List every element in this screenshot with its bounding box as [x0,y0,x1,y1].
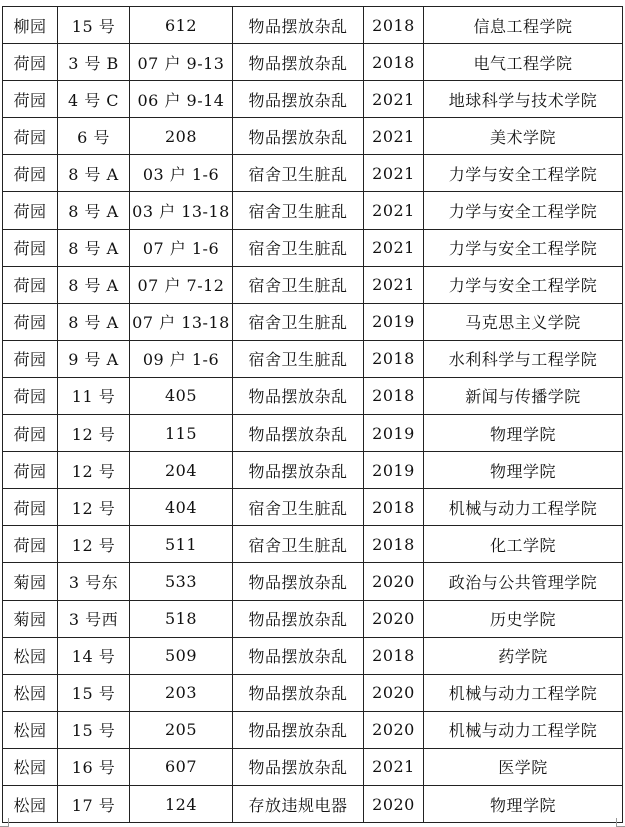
college-cell: 物理学院 [424,415,623,452]
issue-cell: 宿舍卫生脏乱 [233,489,364,526]
grade-cell: 2020 [364,563,424,600]
table-row [3,415,623,452]
room-cell: 208 [130,118,233,155]
room-cell: 203 [130,674,233,711]
building-cell: 3 号西 [58,600,130,637]
room-cell: 511 [130,526,233,563]
table-row [3,452,623,489]
campus-cell: 松园 [3,637,58,674]
grade-cell: 2020 [364,674,424,711]
grade-cell: 2021 [364,229,424,266]
room-cell: 06 户 9-14 [130,81,233,118]
grade-cell: 2019 [364,303,424,340]
building-cell: 16 号 [58,748,130,785]
campus-cell: 荷园 [3,44,58,81]
issue-cell: 物品摆放杂乱 [233,711,364,748]
building-cell: 8 号 A [58,192,130,229]
room-cell: 607 [130,748,233,785]
college-cell: 马克思主义学院 [424,303,623,340]
table-row [3,7,623,44]
college-cell: 力学与安全工程学院 [424,266,623,303]
table-row [3,600,623,637]
table-row [3,637,623,674]
campus-cell: 松园 [3,785,58,822]
issue-cell: 宿舍卫生脏乱 [233,192,364,229]
grade-cell: 2018 [364,44,424,81]
table-row [3,266,623,303]
room-cell: 03 户 1-6 [130,155,233,192]
college-cell: 电气工程学院 [424,44,623,81]
building-cell: 3 号东 [58,563,130,600]
issue-cell: 物品摆放杂乱 [233,748,364,785]
table-row [3,192,623,229]
table-row [3,526,623,563]
building-cell: 15 号 [58,674,130,711]
college-cell: 政治与公共管理学院 [424,563,623,600]
college-cell: 水利科学与工程学院 [424,340,623,377]
building-cell: 8 号 A [58,229,130,266]
college-cell: 新闻与传播学院 [424,377,623,414]
campus-cell: 菊园 [3,563,58,600]
grade-cell: 2021 [364,266,424,303]
college-cell: 药学院 [424,637,623,674]
campus-cell: 荷园 [3,266,58,303]
issue-cell: 物品摆放杂乱 [233,600,364,637]
campus-cell: 荷园 [3,526,58,563]
room-cell: 405 [130,377,233,414]
college-cell: 医学院 [424,748,623,785]
campus-cell: 荷园 [3,415,58,452]
table-row [3,81,623,118]
campus-cell: 荷园 [3,155,58,192]
building-cell: 14 号 [58,637,130,674]
issue-cell: 物品摆放杂乱 [233,44,364,81]
building-cell: 12 号 [58,415,130,452]
issue-cell: 宿舍卫生脏乱 [233,266,364,303]
page-corner-mark [616,818,625,827]
campus-cell: 荷园 [3,489,58,526]
college-cell: 地球科学与技术学院 [424,81,623,118]
room-cell: 115 [130,415,233,452]
room-cell: 124 [130,785,233,822]
room-cell: 404 [130,489,233,526]
campus-cell: 松园 [3,674,58,711]
grade-cell: 2018 [364,489,424,526]
college-cell: 机械与动力工程学院 [424,489,623,526]
issue-cell: 物品摆放杂乱 [233,674,364,711]
college-cell: 力学与安全工程学院 [424,229,623,266]
building-cell: 17 号 [58,785,130,822]
table-row [3,711,623,748]
page-corner-mark [0,818,9,827]
room-cell: 09 户 1-6 [130,340,233,377]
issue-cell: 宿舍卫生脏乱 [233,155,364,192]
room-cell: 518 [130,600,233,637]
table-row [3,748,623,785]
building-cell: 4 号 C [58,81,130,118]
grade-cell: 2018 [364,637,424,674]
building-cell: 3 号 B [58,44,130,81]
college-cell: 机械与动力工程学院 [424,674,623,711]
issue-cell: 物品摆放杂乱 [233,563,364,600]
table-row [3,340,623,377]
college-cell: 力学与安全工程学院 [424,155,623,192]
room-cell: 533 [130,563,233,600]
college-cell: 信息工程学院 [424,7,623,44]
room-cell: 205 [130,711,233,748]
issue-cell: 物品摆放杂乱 [233,452,364,489]
issue-cell: 物品摆放杂乱 [233,377,364,414]
table-row [3,155,623,192]
issue-cell: 物品摆放杂乱 [233,415,364,452]
room-cell: 204 [130,452,233,489]
campus-cell: 荷园 [3,340,58,377]
grade-cell: 2021 [364,118,424,155]
building-cell: 8 号 A [58,303,130,340]
room-cell: 07 户 1-6 [130,229,233,266]
table-row [3,377,623,414]
issue-cell: 宿舍卫生脏乱 [233,526,364,563]
room-cell: 612 [130,7,233,44]
college-cell: 美术学院 [424,118,623,155]
grade-cell: 2021 [364,748,424,785]
building-cell: 6 号 [58,118,130,155]
campus-cell: 松园 [3,748,58,785]
grade-cell: 2019 [364,452,424,489]
room-cell: 509 [130,637,233,674]
building-cell: 12 号 [58,526,130,563]
campus-cell: 荷园 [3,303,58,340]
grade-cell: 2018 [364,340,424,377]
room-cell: 07 户 7-12 [130,266,233,303]
college-cell: 物理学院 [424,785,623,822]
issue-cell: 物品摆放杂乱 [233,637,364,674]
grade-cell: 2019 [364,415,424,452]
room-cell: 03 户 13-18 [130,192,233,229]
issue-cell: 宿舍卫生脏乱 [233,229,364,266]
college-cell: 化工学院 [424,526,623,563]
building-cell: 15 号 [58,711,130,748]
grade-cell: 2021 [364,192,424,229]
building-cell: 8 号 A [58,266,130,303]
campus-cell: 荷园 [3,229,58,266]
college-cell: 机械与动力工程学院 [424,711,623,748]
dormitory-inspection-table [2,6,623,823]
building-cell: 11 号 [58,377,130,414]
table-row [3,489,623,526]
campus-cell: 柳园 [3,7,58,44]
campus-cell: 荷园 [3,118,58,155]
issue-cell: 物品摆放杂乱 [233,7,364,44]
table-row [3,229,623,266]
issue-cell: 宿舍卫生脏乱 [233,340,364,377]
campus-cell: 荷园 [3,377,58,414]
building-cell: 12 号 [58,452,130,489]
issue-cell: 宿舍卫生脏乱 [233,303,364,340]
campus-cell: 菊园 [3,600,58,637]
college-cell: 历史学院 [424,600,623,637]
table-row [3,118,623,155]
college-cell: 力学与安全工程学院 [424,192,623,229]
grade-cell: 2018 [364,377,424,414]
table-row [3,44,623,81]
table-row [3,674,623,711]
grade-cell: 2021 [364,81,424,118]
table-row [3,785,623,822]
grade-cell: 2021 [364,155,424,192]
grade-cell: 2020 [364,600,424,637]
grade-cell: 2018 [364,526,424,563]
grade-cell: 2020 [364,785,424,822]
grade-cell: 2020 [364,711,424,748]
issue-cell: 物品摆放杂乱 [233,81,364,118]
campus-cell: 荷园 [3,452,58,489]
table-row [3,303,623,340]
issue-cell: 存放违规电器 [233,785,364,822]
campus-cell: 荷园 [3,192,58,229]
campus-cell: 荷园 [3,81,58,118]
college-cell: 物理学院 [424,452,623,489]
room-cell: 07 户 9-13 [130,44,233,81]
building-cell: 15 号 [58,7,130,44]
table-body [3,7,623,823]
building-cell: 9 号 A [58,340,130,377]
table-row [3,563,623,600]
building-cell: 8 号 A [58,155,130,192]
grade-cell: 2018 [364,7,424,44]
building-cell: 12 号 [58,489,130,526]
room-cell: 07 户 13-18 [130,303,233,340]
campus-cell: 松园 [3,711,58,748]
issue-cell: 物品摆放杂乱 [233,118,364,155]
